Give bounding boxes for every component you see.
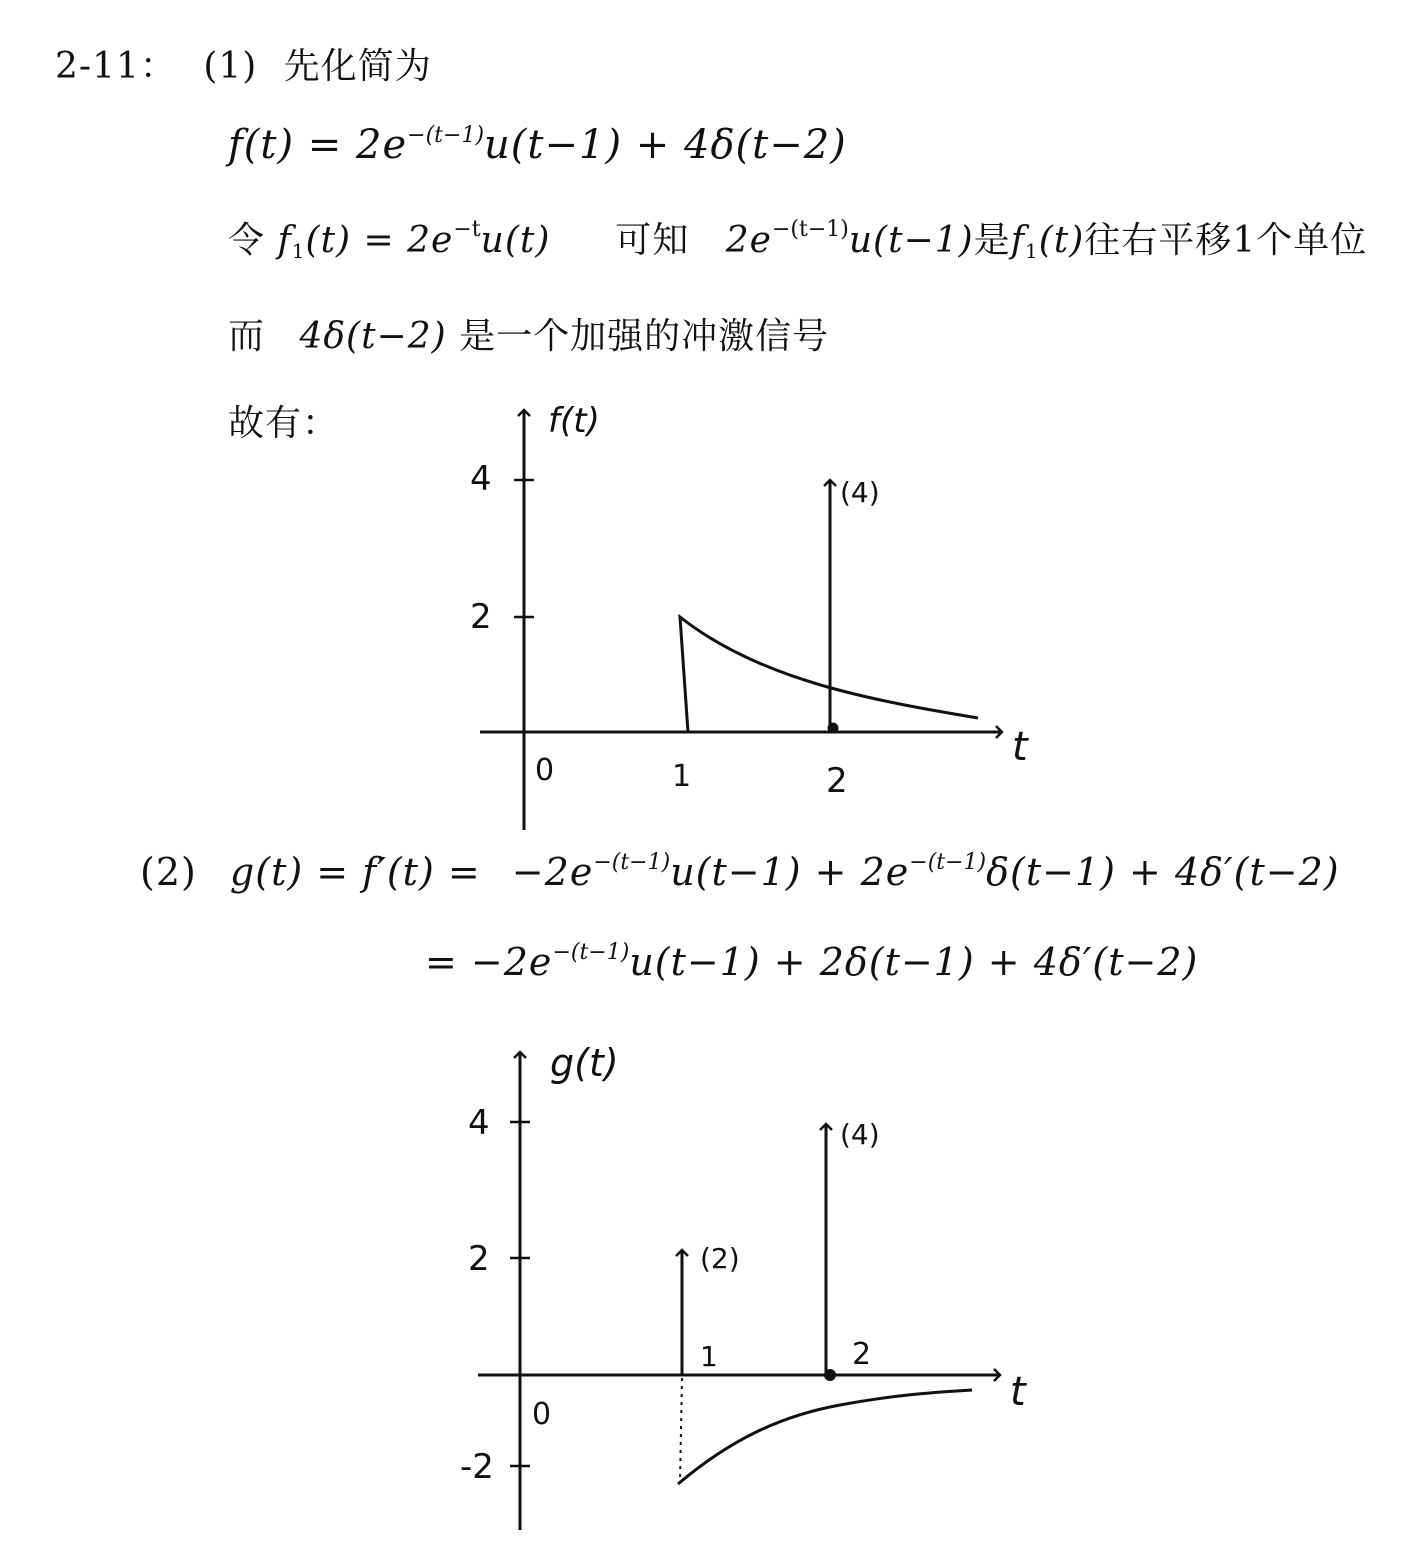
g-ytick-label-2: 2 [468, 1239, 490, 1279]
eq1-exponent: −(t−1) [407, 123, 485, 148]
let-word: 令 [228, 220, 266, 261]
shifted-term-exponent: −(t−1) [771, 217, 849, 242]
g-dotted-guide [680, 1378, 682, 1482]
part2-label: (2) [140, 850, 197, 894]
g-ytick-label-4: 4 [468, 1103, 490, 1143]
f-xtick-label-2: 2 [826, 761, 848, 801]
shifted-term-rest: u(t−1) [848, 220, 974, 261]
f1-exponent: −t [453, 217, 481, 242]
graph-g [478, 1052, 1000, 1530]
f1-rest: u(t) [480, 220, 551, 261]
g-ytick-label-neg2: -2 [460, 1447, 494, 1487]
g2-term1-exponent: −(t−1) [552, 940, 630, 965]
f-ylabel: f(t) [548, 401, 600, 441]
g-xtick-label-0: 0 [532, 1397, 552, 1432]
eq1-lhs: f(t) = 2e [228, 122, 408, 168]
f1-symbol: f [277, 220, 292, 261]
g2-term1: = −2e [425, 940, 553, 984]
f-ytick-label-2: 2 [470, 597, 492, 637]
f1-reference-subscript: 1 [1025, 239, 1039, 263]
f1-reference: f [1010, 220, 1026, 261]
g-xtick-label-2: 2 [852, 1337, 872, 1372]
g-impulse-1-label: (2) [700, 1242, 740, 1275]
eq1-rhs: u(t−1) + 4δ(t−2) [484, 122, 847, 168]
impulse-expression: 4δ(t−2) [299, 316, 447, 357]
g-xlabel: t [1010, 1369, 1026, 1415]
shifted-term: 2e [725, 220, 772, 261]
g2-term2: u(t−1) + 2δ(t−1) + 4δ′(t−2) [629, 940, 1199, 984]
g-term1-exponent: −(t−1) [593, 850, 671, 875]
g-term1: −2e [511, 850, 594, 894]
conclusion-label: 故有： [228, 403, 340, 444]
g-exponential-curve [678, 1390, 972, 1484]
g-ylabel: g(t) [550, 1041, 619, 1085]
is-word: 是 [973, 220, 1011, 261]
graph-f [480, 410, 1002, 830]
g-term2-exponent: −(t−1) [909, 850, 987, 875]
known-word: 可知 [615, 220, 690, 261]
f1-subscript: 1 [291, 239, 306, 263]
and-word: 而 [228, 316, 266, 357]
g-term2: u(t−1) + 2e [670, 850, 910, 894]
g-lhs: g(t) = f′(t) = [229, 850, 481, 894]
f-impulse-label: (4) [840, 476, 880, 509]
f1-definition: (t) = 2e [305, 220, 454, 261]
g-term3: δ(t−1) + 4δ′(t−2) [986, 850, 1340, 894]
part1-title: 先化简为 [283, 46, 432, 87]
part1-label: (1) [203, 46, 258, 87]
g-impulse-2-label: (4) [840, 1118, 880, 1151]
problem-number: 2-11： [55, 46, 177, 87]
impulse-text: 是一个加强的冲激信号 [459, 316, 830, 357]
g-impulse-2-base [826, 1371, 835, 1380]
f-xtick-label-1: 1 [672, 759, 692, 794]
f-xlabel: t [1012, 724, 1028, 770]
f-ytick-label-4: 4 [470, 459, 492, 499]
shift-description: 往右平移1个单位 [1084, 220, 1368, 261]
f-xtick-label-0: 0 [535, 753, 555, 788]
f-impulse-base [829, 724, 837, 732]
f1-reference-rest: (t) [1038, 220, 1085, 261]
g-xtick-label-1: 1 [700, 1340, 718, 1373]
